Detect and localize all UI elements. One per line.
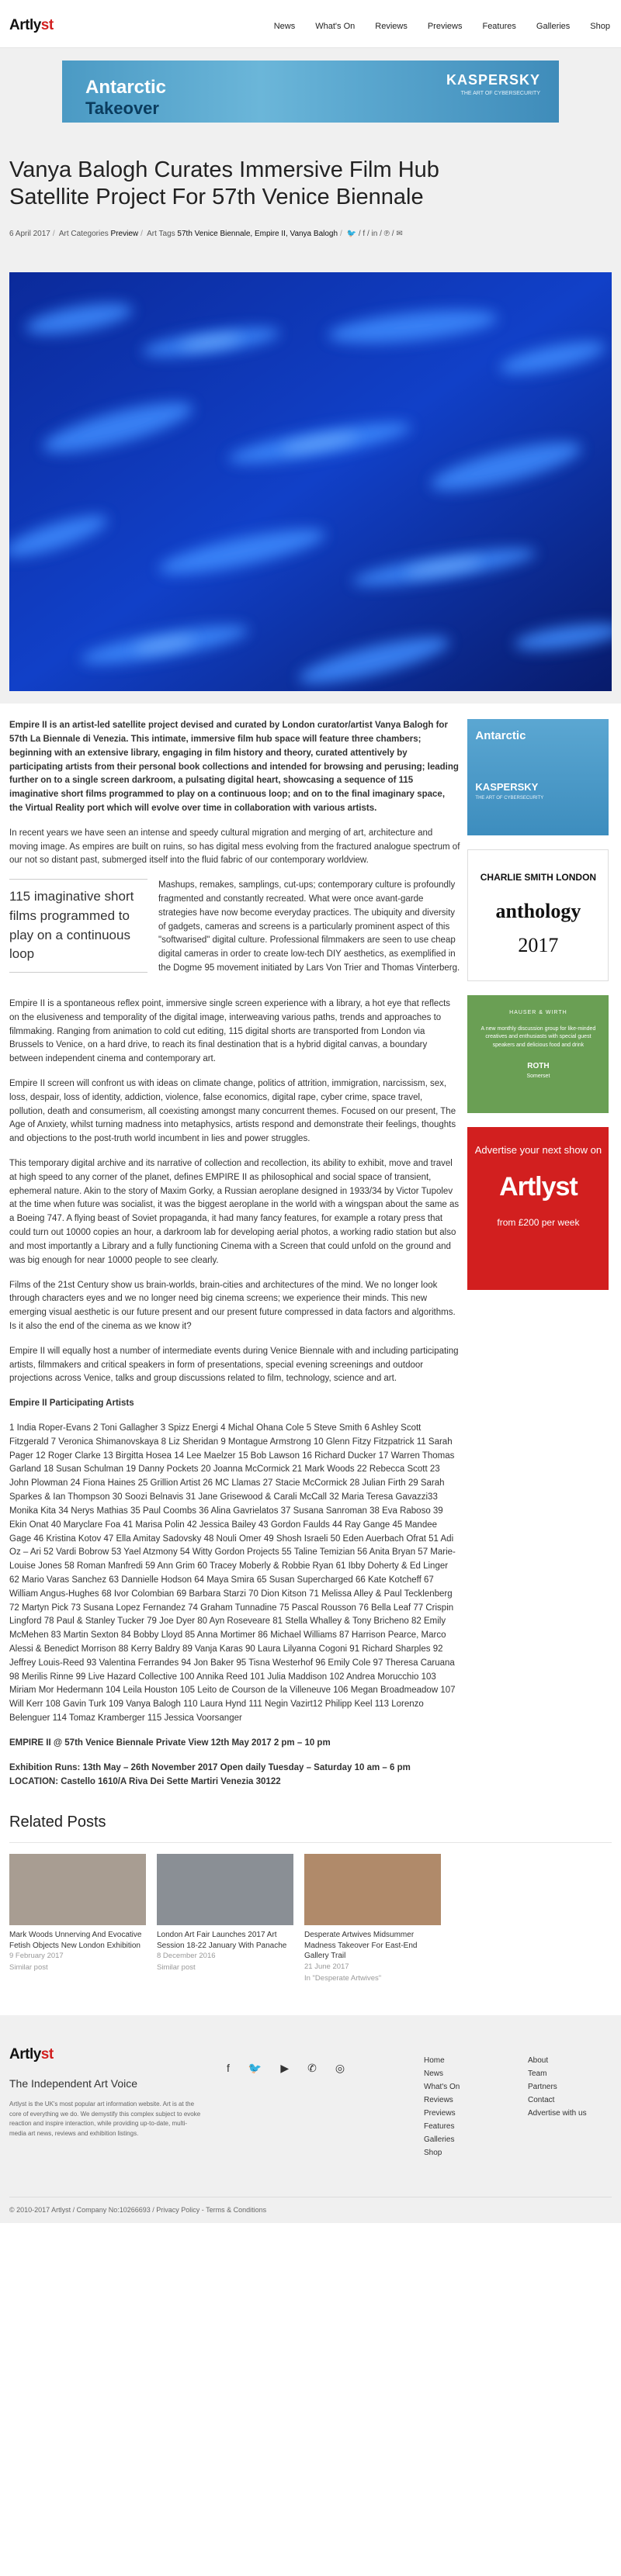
ad1-line-3: THE ART OF CYBERSECURITY xyxy=(475,796,544,801)
nav-shop[interactable]: Shop xyxy=(590,22,610,31)
footer-link-whats-on[interactable]: What's On xyxy=(424,2083,460,2092)
share-icons[interactable]: 🐦 / f / in / ℗ / ✉ xyxy=(346,229,403,238)
ad3-line-3: ROTH xyxy=(527,1062,550,1071)
related-card[interactable] xyxy=(304,1854,441,1984)
nav-news[interactable]: News xyxy=(273,22,296,31)
related-date: 8 December 2016 xyxy=(157,1952,216,1961)
footer-link-contact[interactable]: Contact xyxy=(528,2096,555,2105)
youtube-icon[interactable]: ▶ xyxy=(280,2062,290,2075)
ad2-line-3: 2017 xyxy=(518,933,559,956)
leaderboard-ad-area xyxy=(0,48,621,133)
related-card[interactable] xyxy=(157,1854,293,1984)
related-date: 21 June 2017 xyxy=(304,1962,349,1971)
tags-label: Art Tags xyxy=(147,229,175,238)
footer-social xyxy=(227,2060,345,2077)
copyright-text: © 2010-2017 Artlyst / Company No:10266693 / xyxy=(9,2206,157,2215)
participants-heading: Empire II Participating Artists xyxy=(9,1399,134,1409)
footer-link-partners[interactable]: Partners xyxy=(528,2083,557,2092)
related-sub: In "Desperate Artwives" xyxy=(304,1973,382,1983)
paragraph-2: Mashups, remakes, samplings, cut-ups; contemporary culture is profoundly fragmented and constantly recreated. What were once avant-garde strategies have now become everyday practices. The ubiquity and diversity of gadgets, cameras and screens is a particularly prominent aspect of this "softwarised" digital culture. Professional filmmakers are seen to use cheap digital cameras in order to create low-tech DIY aesthetics, as exemplified in the Dogme 95 movement initiated by Lars Von Trier and Thomas Vinterberg. xyxy=(158,880,460,973)
sidebar xyxy=(467,719,612,1800)
nav-reviews[interactable]: Reviews xyxy=(375,22,408,31)
footer-link-reviews[interactable]: Reviews xyxy=(424,2096,453,2105)
phone-icon[interactable]: ✆ xyxy=(307,2062,317,2075)
footer-link-advertise[interactable]: Advertise with us xyxy=(528,2109,587,2118)
footer-logo-accent: st xyxy=(40,2046,54,2063)
hero-image xyxy=(9,272,612,691)
site-footer xyxy=(0,2015,621,2223)
terms-link[interactable]: Terms & Conditions xyxy=(206,2206,267,2215)
footer-link-features[interactable]: Features xyxy=(424,2122,455,2132)
pullquote: 115 imaginative short films programmed to play on a continuous loop xyxy=(9,879,147,973)
twitter-icon[interactable]: 🐦 xyxy=(248,2062,262,2075)
paragraph-5: This temporary digital archive and its narrative of collection and recollection, its ability to exhibit, move and travel at high speed to any corner of the planet, defines EMPIRE II as philosophical and social space of transient, ephemeral nature. Akin to the story of Maxim Gorky, a Russian aeroplane designed in 1933/34 by Victor Tupolev at the time when future was socialist, it was the biggest aeroplane in the world with a wingspan about the same as a Boeing 747. A flying beast of Soviet propaganda, it had many fancy features, for example a rotary press that could turn out 10000 copies an hour, a darkroom lab for developing aerial photos, a working radio station but also and most importantly a Library and a fully functioning Cinema with a Screen that could unfold on the ground and was big enough for near 10000 people to see clearly. xyxy=(9,1159,460,1265)
nav-galleries[interactable]: Galleries xyxy=(536,22,571,31)
footer-link-about[interactable]: About xyxy=(528,2056,549,2066)
ad-brand: KASPERSKY xyxy=(446,72,540,88)
participants-list: 1 India Roper-Evans 2 Toni Gallagher 3 Spizz Energi 4 Michal Ohana Cole 5 Steve Smith 6 Ashley Scott Fitzgerald 7 Veronica Shimanovskaya 8 Liz Sheridan 9 Montague Armstrong 10 Glenn Fitzy Fitzpatrick 11 Sarah Pager 12 Roger Clarke 13 Birgitta Hosea 14 Lee Maelzer 15 Bob Lawson 16 Richard Ducker 17 Warren Thomas Garland 18 Susan Schulman 19 Danny Pockets 20 Joanna McCormick 21 Mark Woods 22 Rebecca Scott 23 John Plowman 24 Fiona Haines 25 Grillion Artist 26 MC Llamas 27 Stacie McCormick 28 Julian Firth 29 Sarah Sparkes & Ian Thompson 30 Soozi Belnavis 31 Jane Grisewood & Carali McCall 32 Maria Teresa Gavazzi33 Monika Kita 34 Nerys Mathias 35 Paul Coombs 36 Alina Gavrielatos 37 Susana Sanroman 38 Eva Raboso 39 Ekin Onat 40 Maryclare Foa 41 Marisa Polin 42 Jessica Bailey 43 Gordon Faulds 44 Ray Gange 45 Mandee Gage 46 Kristina Kotov 47 Ella Amitay Sadovsky 48 Nouli Omer 49 Shosh Israeli 50 Eden Auerbach Ofrat 51 Adi Oz – Ari 52 Vardi Bobrow 53 Yael Atzmony 54 Witty Gordon Projects 55 Taline Temizian 56 Anita Bryan 57 Marie-Louise Jones 58 Roman Manfredi 59 Ann Grim 60 Tracey Moberly & Robbie Ryan 61 Ibby Doherty & Ed Linger 62 Mario Varas Sanchez 63 Dannielle Hodson 64 Maya Smira 65 Susan Supercharged 66 Kate Kotcheff 67 William Angus-Hughes 68 Ivor Colombian 69 Barbara Starzi 70 Dion Kitson 71 Melissa Alley & Paul Tecklenberg 72 Martyn Pick 73 Susana Lopez Fernandez 74 Graham Tunnadine 75 Pascal Rousson 76 Bella Leaf 77 Crispin Lingford 78 Paul & Stanley Tucker 79 Joe Dyer 80 Ayn Roseveare 81 Stella Whalley & Tony Bricheno 82 Emily McMehen 83 Martin Sexton 84 Bobby Lloyd 85 Anna Mortimer 86 Michael Williams 87 Harrison Pearce, Marco Alessi & Benedict Morrison 88 Kerry Baldry 89 Vanja Karas 90 Laura Lilyanna Cogoni 91 Richard Sharples 92 Jeffrey Louis-Reed 93 Valentina Ferrandes 94 Jon Baker 95 Tisna Westerhof 96 Emily Cole 97 Theresa Caruana 98 Merilis Rinne 99 Live Hazard Collective 100 Annika Reed 101 Julia Maddison 102 Andrea Morucchio 103 Miriam Mor Hedermann 104 Leila Houston 105 Leito de Courson de la Villeneuve 106 Megan Broadmeadow 107 Will Kerr 108 Gavin Turk 109 Vanya Balogh 110 Laura Hynd 111 Negin Vazirt12 Philipp Keel 113 Lorenzo Belenguer 114 Tomaz Kramberger 115 Jessica Voorsanger xyxy=(9,1423,456,1724)
paragraph-4: Empire II screen will confront us with ideas on climate change, politics of attrition, immigration, narcissism, sex, loss, despair, loss of identity, addiction, violence, false economics, digital rape, cyber crime, space travel, pollution, death and consumerism, all coexisting amongst many concurrent themes. Focused on our present, The Age of Anxiety, whilst turning madness into metaphysics, artists respond and demonstrate their feelings, thoughts and objections to the post-truth world incumbent in lies and power struggles. xyxy=(9,1078,456,1144)
nav-whats-on[interactable]: What's On xyxy=(315,22,356,31)
footer-link-shop[interactable]: Shop xyxy=(424,2149,442,2158)
ad-line-1: Antarctic xyxy=(85,77,167,98)
hero-area xyxy=(0,257,621,704)
related-thumbnail[interactable] xyxy=(304,1854,441,1925)
related-date: 9 February 2017 xyxy=(9,1952,64,1961)
exhibition-info: Exhibition Runs: 13th May – 26th November 2017 Open daily Tuesday – Saturday 10 am – 6 pm LOCATION: Castello 1610/A Riva Dei Sette Martiri Venezia 30122 xyxy=(9,1762,411,1786)
related-card[interactable] xyxy=(9,1854,146,1984)
footer-tagline: The Independent Art Voice xyxy=(9,2076,138,2090)
sidebar-ad-hauser-wirth[interactable] xyxy=(467,995,609,1113)
ad4-line-3: from £200 per week xyxy=(497,1216,580,1228)
paragraph-3: Empire II is a spontaneous reflex point, immersive single screen experience with a library, a hot eye that reflects on the elusiveness and temporality of the digital image, interweaving various paths, trends and approaches to filmmaking. Ranging from animation to cold cut editing, 115 digital shorts are transported from London via Brussels to Venice, on a hard drive, to reach its final destination that is a hybrid digital canvas, a boundary between independent cinema and contemporary art. xyxy=(9,998,451,1064)
article-title: Vanya Balogh Curates Immersive Film Hub Satellite Project For 57th Venice Biennale xyxy=(9,157,439,209)
footer-link-team[interactable]: Team xyxy=(528,2069,547,2079)
article-date: 6 April 2017 xyxy=(9,229,50,238)
ad3-line-2: A new monthly discussion group for like-minded creatives and enthusiasts with special guest speakers and delicious food and drink xyxy=(480,1025,596,1048)
paragraph-7: Empire II will equally host a number of intermediate events during Venice Biennale with and including participating artists, filmmakers and critical speakers in form of presentations, special evening screenings and outdoor projections across Venice, talks and group discussions related to film, technology, science and art. xyxy=(9,1346,459,1384)
related-title[interactable]: Desperate Artwives Midsummer Madness Takeover For East-End Gallery Trail xyxy=(304,1931,418,1961)
logo-accent: st xyxy=(40,17,54,33)
article-lead: Empire II is an artist-led satellite project devised and curated by London curator/artist Vanya Balogh for 57th La Biennale di Venezia. This intimate, immersive film hub space will feature three chambers; beginning with an extensive library, engaging in film history and theory, curated attentively by participating artists from their personal book collections and intended for browsing and perusing; leading further on to a single screen darkroom, a pulsating digital heart, showcasing a sequence of 115 imaginative short films programmed to play on a continuous loop; and on to the final imaginary space, the Virtual Reality port which will evolve over time in collaboration with various artists. xyxy=(9,721,459,813)
footer-link-home[interactable]: Home xyxy=(424,2056,445,2066)
site-logo[interactable] xyxy=(9,14,54,36)
facebook-icon[interactable]: f xyxy=(227,2062,230,2075)
footer-links-1 xyxy=(424,2054,460,2159)
related-thumbnail[interactable] xyxy=(9,1854,146,1925)
ad4-line-2: Artlyst xyxy=(499,1171,578,1202)
related-title[interactable]: London Art Fair Launches 2017 Art Session 18-22 January With Panache xyxy=(157,1931,287,1950)
logo-main: Artly xyxy=(9,17,41,33)
ad3-line-4: Somerset xyxy=(526,1073,550,1079)
ad-line-2: Takeover xyxy=(85,99,159,118)
related-thumbnail[interactable] xyxy=(157,1854,293,1925)
article-header xyxy=(0,133,621,257)
hero-abstract-blue-light xyxy=(9,272,612,691)
private-view-info: EMPIRE II @ 57th Venice Biennale Private View 12th May 2017 2 pm – 10 pm xyxy=(9,1738,331,1748)
related-sub: Similar post xyxy=(157,1963,196,1973)
pullquote-section xyxy=(9,879,460,987)
main-nav xyxy=(274,20,610,33)
sidebar-ad-advertise[interactable] xyxy=(467,1127,609,1290)
nav-features[interactable]: Features xyxy=(482,22,516,31)
footer-description: Artlyst is the UK's most popular art information website. Art is at the core of everything we do. We demystify this complex subject to evoke reaction and inspire interaction, while providing up-to-date, multi-media art news, reviews and exhibition listings. xyxy=(9,2101,201,2137)
sidebar-ad-anthology[interactable] xyxy=(467,849,609,981)
ad-brand-sub: THE ART OF CYBERSECURITY xyxy=(460,91,540,96)
footer-links-2 xyxy=(528,2054,587,2120)
ad1-line-1: Antarctic xyxy=(475,729,526,743)
footer-logo-main: Artly xyxy=(9,2046,41,2063)
footer-bottom: © 2010-2017 Artlyst / Company No:10266693 / Privacy Policy - Terms & Conditions xyxy=(9,2197,612,2216)
sidebar-ad-kaspersky[interactable] xyxy=(467,719,609,835)
footer-link-previews[interactable]: Previews xyxy=(424,2109,456,2118)
category-link[interactable]: Preview xyxy=(110,229,139,238)
top-bar xyxy=(0,0,621,48)
related-title[interactable]: Mark Woods Unnerving And Evocative Fetish Objects New London Exhibition xyxy=(9,1931,142,1950)
paragraph-1: In recent years we have seen an intense and speedy cultural migration and merging of art, architecture and moving image. As empires are built on ruins, so has digital mess evolving from the fractured analogue spectrum of our not so distant past, submerged itself into the fluid fabric of our contemporary worldview. xyxy=(9,828,460,866)
privacy-link[interactable]: Privacy Policy xyxy=(156,2206,200,2215)
main-content-area xyxy=(0,704,621,1800)
footer-link-news[interactable]: News xyxy=(424,2069,444,2079)
related-grid xyxy=(9,1854,612,1984)
related-heading: Related Posts xyxy=(9,1810,612,1843)
article-body xyxy=(9,719,460,1800)
related-posts xyxy=(0,1800,621,2015)
footer-link-galleries[interactable]: Galleries xyxy=(424,2135,455,2145)
related-sub: Similar post xyxy=(9,1963,48,1973)
nav-previews[interactable]: Previews xyxy=(427,22,463,31)
ad3-line-1: HAUSER & WIRTH xyxy=(509,1010,567,1016)
tags-links[interactable]: 57th Venice Biennale, Empire II, Vanya Balogh xyxy=(177,229,338,238)
paragraph-6: Films of the 21st Century show us brain-worlds, brain-cities and architectures of the mind. We no longer look through characters eyes and we no longer need big cinema screens; we experience their minds. This new emerging visual aesthetic is our future present and our present future compressed in data factors and algorithms. Is it also the end of the cinema as we know it? xyxy=(9,1280,456,1331)
ad2-line-2: anthology xyxy=(495,899,581,922)
leaderboard-ad[interactable] xyxy=(62,61,559,123)
article-meta: 6 April 2017 / Art Categories Preview / Art Tags 57th Venice Biennale, Empire II, Vanya Balogh / 🐦 / f / in / ℗ / ✉ xyxy=(9,229,403,238)
ad2-line-1: CHARLIE SMITH LONDON xyxy=(480,872,597,883)
ad1-line-2: KASPERSKY xyxy=(475,781,539,794)
instagram-icon[interactable]: ◎ xyxy=(335,2062,345,2075)
ad4-line-1: Advertise your next show on xyxy=(474,1144,602,1157)
category-label: Art Categories xyxy=(58,229,109,238)
